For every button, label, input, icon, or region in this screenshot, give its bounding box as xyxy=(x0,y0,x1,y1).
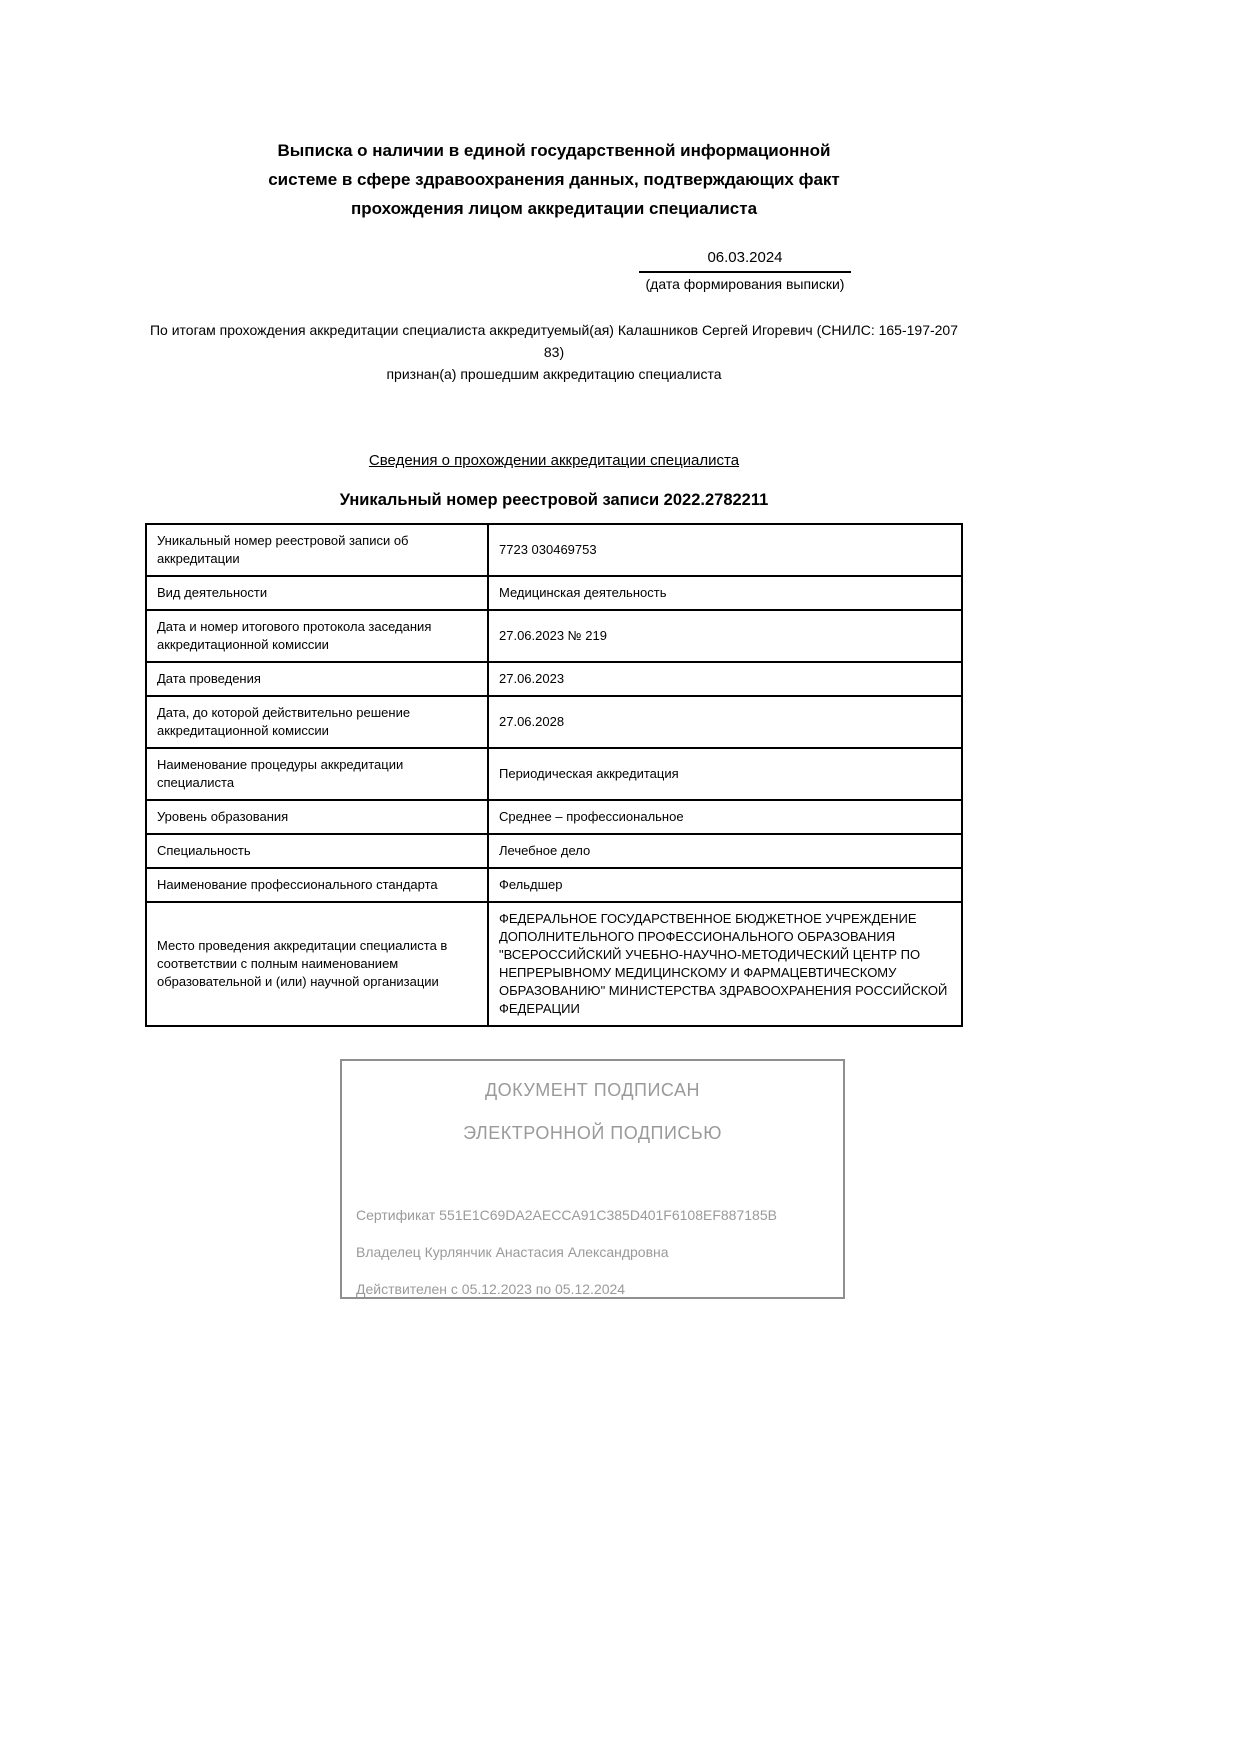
row-label: Специальность xyxy=(146,834,488,868)
extract-date-block xyxy=(639,249,851,293)
row-label: Дата проведения xyxy=(146,662,488,696)
document-content xyxy=(145,0,963,1299)
document-title-line: системе в сфере здравоохранения данных, подтверждающих факт xyxy=(268,170,840,189)
row-label: Дата и номер итогового протокола заседания аккредитационной комиссии xyxy=(146,610,488,662)
row-value: 27.06.2028 xyxy=(488,696,962,748)
table-row xyxy=(146,576,962,610)
row-label: Вид деятельности xyxy=(146,576,488,610)
table-row xyxy=(146,868,962,902)
extract-date: 06.03.2024 xyxy=(639,249,851,273)
accreditation-summary-line: признан(а) прошедшим аккредитацию специалиста xyxy=(386,366,722,382)
row-value: 7723 030469753 xyxy=(488,524,962,576)
accreditation-summary-line: По итогам прохождения аккредитации специалиста аккредитуемый(ая) Калашников Сергей Игоревич (СНИЛС: 165-197-207 83) xyxy=(149,322,958,360)
row-label: Место проведения аккредитации специалиста в соответствии с полным наименованием образовательной и (или) научной организации xyxy=(146,902,488,1026)
row-label: Наименование профессионального стандарта xyxy=(146,868,488,902)
signature-heading-line: ДОКУМЕНТ ПОДПИСАН xyxy=(484,1080,701,1100)
row-label: Наименование процедуры аккредитации специалиста xyxy=(146,748,488,800)
table-row xyxy=(146,696,962,748)
document-title-line: прохождения лицом аккредитации специалиста xyxy=(350,199,758,218)
table-row xyxy=(146,834,962,868)
accreditation-summary xyxy=(145,319,963,385)
table-row xyxy=(146,902,962,1026)
table-row xyxy=(146,662,962,696)
row-label: Уровень образования xyxy=(146,800,488,834)
signature-validity: Действителен с 05.12.2023 по 05.12.2024 xyxy=(356,1281,626,1297)
row-value: Лечебное дело xyxy=(488,834,962,868)
signature-certificate: Сертификат 551E1C69DA2AECCA91C385D401F6108EF887185B xyxy=(356,1207,777,1223)
document-title xyxy=(145,136,963,223)
extract-date-caption: (дата формирования выписки) xyxy=(645,276,845,292)
electronic-signature-stamp xyxy=(340,1059,845,1299)
row-label: Уникальный номер реестровой записи об аккредитации xyxy=(146,524,488,576)
section-heading: Сведения о прохождении аккредитации специалиста xyxy=(368,452,740,469)
table-row xyxy=(146,610,962,662)
table-row xyxy=(146,524,962,576)
row-value: Среднее – профессиональное xyxy=(488,800,962,834)
row-label: Дата, до которой действительно решение аккредитационной комиссии xyxy=(146,696,488,748)
row-value: Фельдшер xyxy=(488,868,962,902)
signature-owner: Владелец Курлянчик Анастасия Александровна xyxy=(356,1244,669,1260)
registry-record-heading: Уникальный номер реестровой записи 2022.2782211 xyxy=(339,491,769,509)
row-value: Медицинская деятельность xyxy=(488,576,962,610)
row-value: ФЕДЕРАЛЬНОЕ ГОСУДАРСТВЕННОЕ БЮДЖЕТНОЕ УЧРЕЖДЕНИЕ ДОПОЛНИТЕЛЬНОГО ПРОФЕССИОНАЛЬНОГО ОБРАЗОВАНИЯ "ВСЕРОССИЙСКИЙ УЧЕБНО-НАУЧНО-МЕТОДИЧЕСКИЙ ЦЕНТР ПО НЕПРЕРЫВНОМУ МЕДИЦИНСКОМУ И ФАРМАЦЕВТИЧЕСКОМУ ОБРАЗОВАНИЮ" МИНИСТЕРСТВА ЗДРАВООХРАНЕНИЯ РОССИЙСКОЙ ФЕДЕРАЦИИ xyxy=(488,902,962,1026)
row-value: 27.06.2023 № 219 xyxy=(488,610,962,662)
table-row xyxy=(146,800,962,834)
signature-heading-line: ЭЛЕКТРОННОЙ ПОДПИСЬЮ xyxy=(463,1123,722,1143)
row-value: Периодическая аккредитация xyxy=(488,748,962,800)
accreditation-details-table xyxy=(145,523,963,1027)
row-value: 27.06.2023 xyxy=(488,662,962,696)
document-title-line: Выписка о наличии в единой государственной информационной xyxy=(277,141,831,160)
table-row xyxy=(146,748,962,800)
